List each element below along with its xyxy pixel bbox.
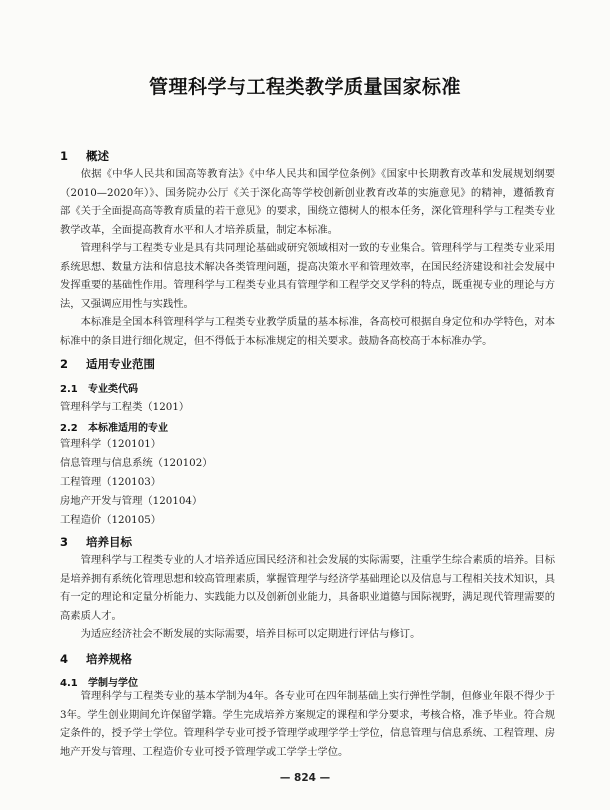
paragraph: 管理科学与工程类专业是具有共同理论基础或研究领域相对一致的专业集合。管理科学与工程类专业采用系统思想、数量方法和信息技术解决各类管理问题，提高决策水平和管理效率，在国民经济建设和社会发展中发挥重要的基础性作用。管理科学与工程类专业具有管理学和工程学交叉学科的特点，既重视专业的理论与方法，又强调应用性与实践性。 (60, 242, 555, 310)
section-3-heading (60, 534, 132, 550)
section-4-heading (60, 651, 132, 667)
section-number: 1 (60, 149, 69, 163)
page-number: — 824 — (279, 772, 331, 784)
major-item: 信息管理与信息系统（120102） (60, 457, 213, 469)
paragraph: 管理科学与工程类专业的人才培养适应国民经济和社会发展的实际需要，注重学生综合素质的培养。目标是培养拥有系统化管理思想和较高管理素质，掌握管理学与经济学基础理论以及信息与工程相关技术知识，具有一定的理论和定量分析能力、实践能力以及创新创业能力，具备职业道德与国际视野，满足现代管理需要的高素质人才。 (60, 554, 555, 622)
subsection-title: 本标准适用的专业 (88, 423, 168, 434)
major-item: 房地产开发与管理（120104） (60, 495, 203, 507)
section-number: 2 (60, 357, 69, 371)
subsection-2-2-heading (60, 419, 168, 434)
subsection-number: 4.1 (60, 678, 78, 689)
paragraph: 依据《中华人民共和国高等教育法》《中华人民共和国学位条例》《国家中长期教育改革和发展规划纲要（2010—2020年）》、国务院办公厅《关于深化高等学校创新创业教育改革的实施意见》的精神，遵循教育部《关于全面提高高等教育质量的若干意见》的要求，围绕立德树人的根本任务，深化管理科学与工程类专业教学改革，全面提高教育水平和人才培养质量，制定本标准。 (60, 168, 555, 236)
major-item: 工程管理（120103） (60, 476, 162, 488)
section-title: 培养规格 (86, 652, 132, 666)
major-item: 管理科学（120101） (60, 438, 162, 450)
section-number: 3 (60, 535, 69, 549)
section-title: 培养目标 (86, 535, 132, 549)
category-code-line: 管理科学与工程类（1201） (60, 401, 190, 413)
subsection-2-1-heading (60, 380, 138, 395)
paragraph: 管理科学与工程类专业的基本学制为4年。各专业可在四年制基础上实行弹性学制，但修业年限不得少于3年。学生创业期间允许保留学籍。学生完成培养方案规定的课程和学分要求，考核合格，准予毕业。符合规定条件的，授予学士学位。管理科学专业可授予管理学或理学学士学位，信息管理与信息系统、工程管理、房地产开发与管理、工程造价专业可授予管理学或工学学士学位。 (60, 690, 555, 758)
section-2-heading (60, 356, 155, 372)
section-title: 适用专业范围 (86, 357, 155, 371)
subsection-title: 学制与学位 (88, 678, 138, 689)
subsection-number: 2.2 (60, 423, 78, 434)
paragraph: 为适应经济社会不断发展的实际需要，培养目标可以定期进行评估与修订。 (80, 628, 421, 640)
major-item: 工程造价（120105） (60, 514, 162, 526)
paragraph: 本标准是全国本科管理科学与工程类专业教学质量的基本标准，各高校可根据自身定位和办学特色，对本标准中的条目进行细化规定，但不得低于本标准规定的相关要求。鼓励各高校高于本标准办学。 (60, 316, 555, 347)
page-title: 管理科学与工程类教学质量国家标准 (148, 76, 461, 98)
section-1-heading (60, 148, 109, 164)
subsection-title: 专业类代码 (88, 384, 138, 395)
subsection-number: 2.1 (60, 384, 78, 395)
section-title: 概述 (86, 149, 109, 163)
section-number: 4 (60, 652, 69, 666)
